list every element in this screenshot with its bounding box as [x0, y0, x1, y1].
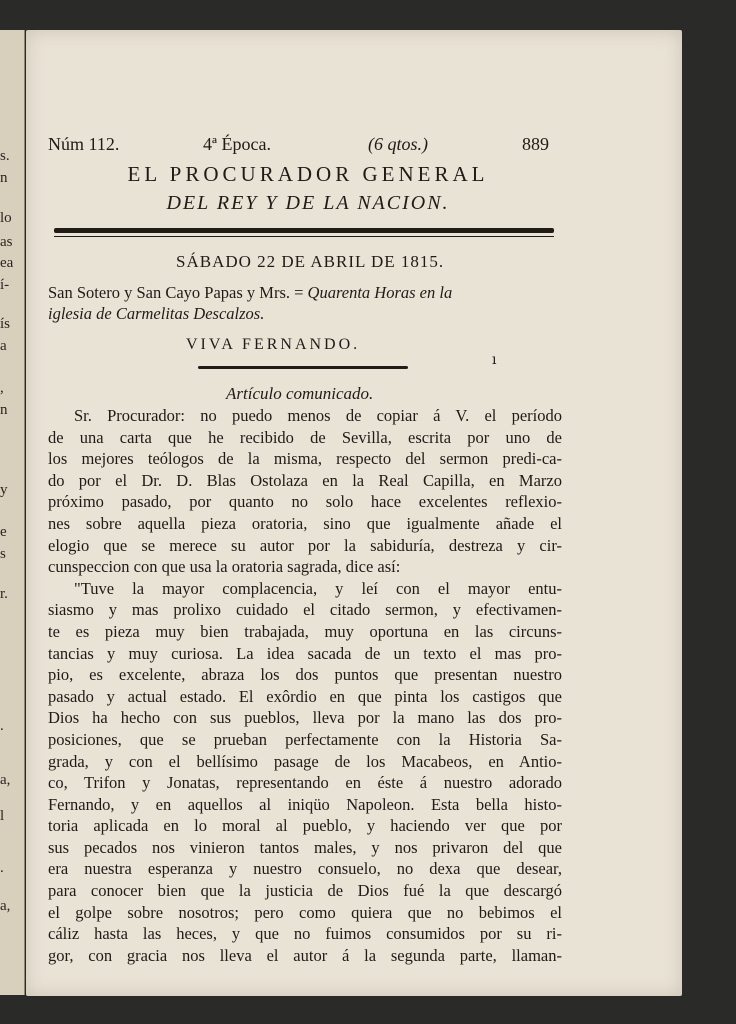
body-line: tancias y muy curiosa. La idea sacada de un texto el mas pro- [48, 643, 562, 663]
left-fragment: n [0, 170, 8, 186]
left-fragment: y [0, 482, 8, 498]
saints-of-day [48, 282, 560, 324]
body-line: próximo pasado, por quanto no solo hace excelentes reflexio- [48, 492, 562, 512]
issue-number: Núm 112. [48, 134, 120, 154]
body-line: Dios ha hecho con sus pueblos, lleva por la mano las dos pro- [48, 708, 562, 728]
body-line: gor, con gracia nos lleva el autor á la segunda parte, llaman- [48, 945, 562, 965]
body-line: do por el Dr. D. Blas Ostolaza en la Real Capilla, en Marzo [48, 470, 562, 490]
left-fragment: s [0, 546, 6, 562]
issue-date: SÁBADO 22 DE ABRIL DE 1815. [176, 252, 445, 271]
left-fragment: as [0, 234, 13, 250]
body-line: posiciones, que se prueban perfectamente con la Historia Sa- [48, 729, 562, 749]
section-rule [198, 366, 408, 369]
body-line: te es pieza muy bien trabajada, muy oportuna en las circuns- [48, 621, 562, 641]
quires-label: (6 qtos.) [368, 134, 428, 154]
body-line: para conocer bien que la justicia de Dios fué la que descargó [48, 881, 562, 901]
body-line: "Tuve la mayor complacencia, y leí con el mayor entu- [74, 578, 562, 598]
body-line: era nuestra esperanza y nuestro consuelo, no dexa que desear, [48, 859, 562, 879]
saints-italic-2: iglesia de Carmelitas Descalzos. [48, 304, 265, 323]
body-line: co, Trifon y Jonatas, representando en éste á nuestro adorado [48, 773, 562, 793]
body-line: cunspeccion con que usa la oratoria sagrada, dice así: [48, 557, 401, 577]
body-line: pasado y actual estado. El exôrdio en que pinta los castigos que [48, 686, 562, 706]
masthead-rule [54, 228, 554, 233]
left-fragment: í- [0, 277, 10, 293]
body-line: elogio que se merece su autor por la sabiduría, destreza y cir- [48, 535, 562, 555]
newspaper-page [26, 30, 682, 996]
left-fragment: ís [0, 316, 11, 332]
body-line: siasmo y mas prolixo cuidado el citado sermon, y efectivamen- [48, 600, 562, 620]
body-line: los mejores teólogos de la misma, respecto del sermon predi-ca- [48, 449, 562, 469]
saints-italic-1: Quarenta Horas en la [307, 283, 453, 302]
body-line: pio, es excelente, abraza los dos puntos que presentan nuestro [48, 665, 562, 685]
left-fragment: r. [0, 586, 8, 602]
left-fragment: , [0, 380, 4, 396]
article-title: Artículo comunicado. [226, 384, 374, 403]
left-fragment: a, [0, 898, 11, 914]
viva-heading: VIVA FERNANDO. [186, 336, 361, 353]
body-line: grada, y con el bellísimo pasage de los Macabeos, en Antio- [48, 751, 562, 771]
left-fragment: l [0, 808, 5, 824]
body-line: de una carta que he recibido de Sevilla, escrita por uno de [48, 427, 562, 447]
masthead-title: EL PROCURADOR GENERAL [127, 162, 489, 186]
saints-plain: San Sotero y San Cayo Papas y Mrs. = [48, 283, 308, 302]
left-fragment: e [0, 524, 7, 540]
left-fragment: a, [0, 772, 11, 788]
body-line: el golpe sobre nosotros; pero como quiera que no bebimos el [48, 902, 562, 922]
left-fragment: a [0, 338, 7, 354]
body-line: toria aplicada en lo moral al pueblo, y haciendo ver que por [48, 816, 562, 836]
left-fragment: ea [0, 255, 14, 271]
page-number: 889 [522, 134, 549, 154]
body-line: cáliz hasta las heces, y que no fuimos consumidos por su ri- [48, 924, 562, 944]
article-body [48, 405, 562, 966]
left-fragment: n [0, 402, 8, 418]
stray-mark: ı [492, 352, 497, 368]
left-fragment: . [0, 860, 4, 876]
masthead-subtitle: DEL REY Y DE LA NACION. [166, 192, 450, 214]
left-fragment: . [0, 718, 4, 734]
left-fragment: s. [0, 148, 10, 164]
body-line: Sr. Procurador: no puedo menos de copiar á V. el período [74, 406, 562, 425]
left-fragment: lo [0, 210, 12, 226]
body-line: sus pecados nos vinieron tantos males, y nos privaron del que [48, 837, 562, 857]
masthead-rule-thin [54, 236, 554, 237]
epoch-label: 4ª Época. [203, 134, 271, 154]
left-page-edge [0, 30, 25, 995]
body-line: nes sobre aquella pieza oratoria, sino que igualmente añade el [48, 513, 562, 533]
body-line: Fernando, y en aquellos al iniqüo Napoleon. Esta bella histo- [48, 794, 562, 814]
